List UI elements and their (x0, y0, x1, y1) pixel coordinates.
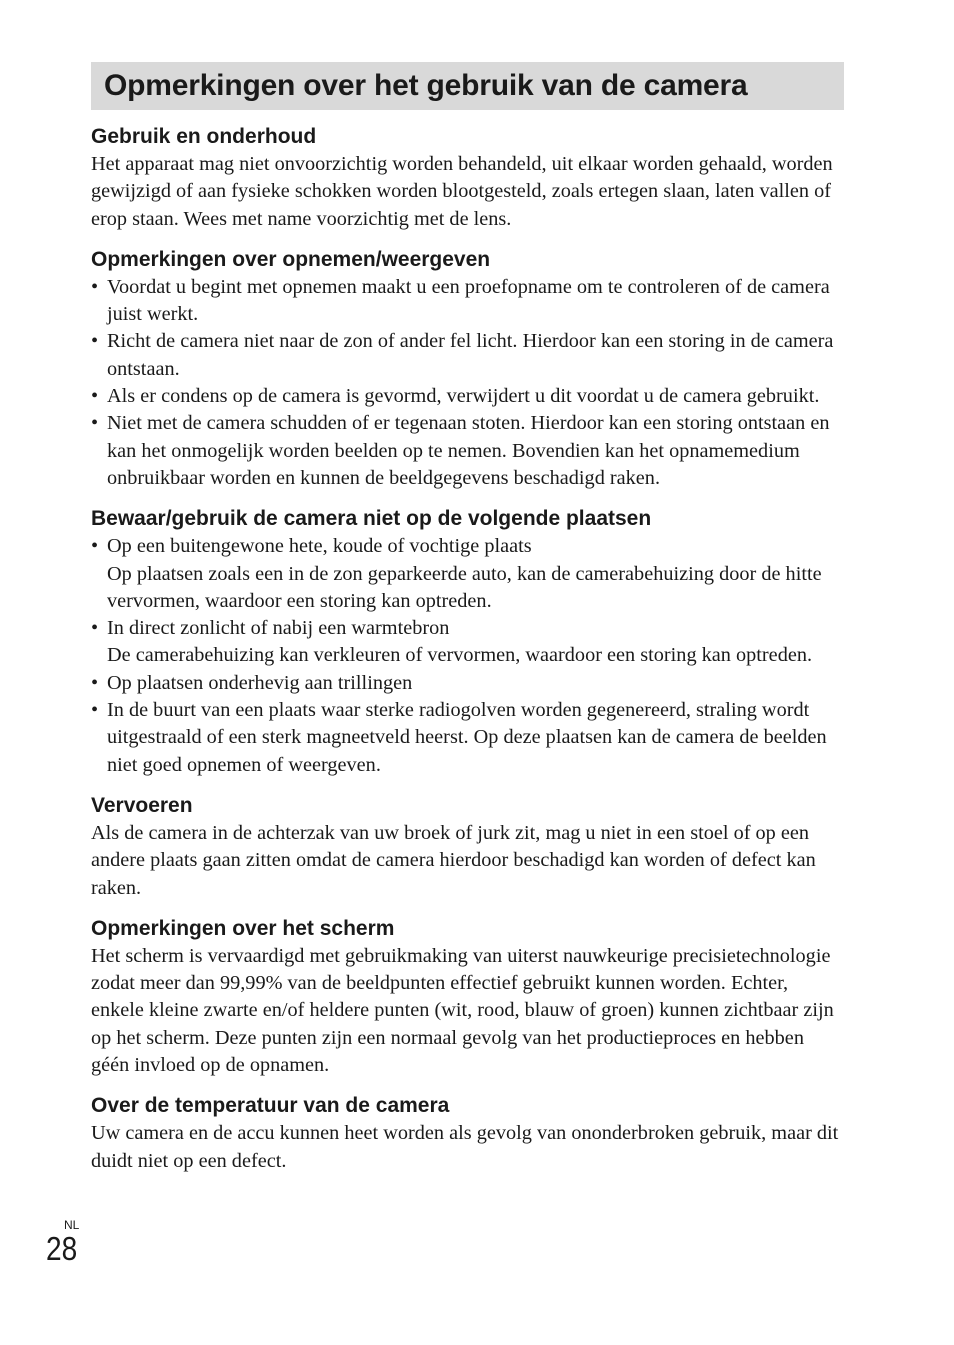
bullet-icon: • (91, 275, 99, 298)
bullet-icon: • (91, 412, 99, 435)
bullet-icon: • (91, 535, 99, 558)
section-scherm (91, 915, 844, 1079)
paragraph: Uw camera en de accu kunnen heet worden als gevolg van ononderbroken gebruik, maar dit duidt niet op een defect. (91, 1122, 839, 1172)
paragraph: Als de camera in de achterzak van uw broek of jurk zit, mag u niet in een stoel of op een andere plaats gaan zitten omdat de camera hierdoor beschadigd kan worden of defect kan raken. (91, 821, 816, 899)
section-bewaar-plaatsen (91, 505, 844, 779)
list-item (91, 533, 844, 615)
section-temperatuur (91, 1092, 844, 1175)
section-heading: Bewaar/gebruik de camera niet op de volgende plaatsen (91, 507, 652, 531)
bullet-icon: • (91, 385, 99, 408)
list-item (91, 697, 844, 779)
list-item-text: In de buurt van een plaats waar sterke radiogolven worden gegenereerd, straling wordt uitgestraald of een sterk magneetveld heerst. Op deze plaatsen kan de camera de beelden niet goed opnemen of weergeven. (107, 699, 827, 776)
bullet-icon: • (91, 617, 99, 640)
section-heading: Opmerkingen over opnemen/weergeven (91, 247, 491, 271)
page-content (91, 62, 844, 1175)
list-item-text: Richt de camera niet naar de zon of ander fel licht. Hierdoor kan een storing in de camera ontstaan. (107, 330, 834, 380)
section-heading: Gebruik en onderhoud (91, 125, 317, 148)
list-item-text: Voordat u begint met opnemen maakt u een proefopname om te controleren of de camera juist werkt. (107, 275, 830, 326)
bullet-list (91, 274, 844, 492)
bullet-icon: • (91, 330, 99, 353)
language-code: NL (64, 1218, 80, 1232)
list-item (91, 410, 844, 492)
page-footer (46, 1218, 83, 1266)
list-item (91, 383, 844, 410)
list-item-text: Als er condens op de camera is gevormd, verwijdert u dit voordat u de camera gebruikt. (107, 385, 820, 408)
list-item-text: Niet met de camera schudden of er tegenaan stoten. Hierdoor kan een storing ontstaan en kan het onmogelijk worden beelden op te nemen. Bovendien kan het opnamemedium onbruikbaar worden en kunnen de beeldgegevens beschadigd raken. (107, 412, 830, 489)
paragraph: Het scherm is vervaardigd met gebruikmaking van uiterst nauwkeurige precisietechnologie zodat meer dan 99,99% van de beeldpunten effectief gebruikt kunnen worden. Echter, enkele kleine zwarte en/of heldere punten (wit, rood, blauw of groen) kunnen zichtbaar zijn op het scherm. Deze punten zijn een normaal gevolg van het productieproces en hebben géén invloed op de opnamen. (91, 944, 834, 1077)
page-title-bar (91, 62, 844, 110)
list-item (91, 328, 844, 383)
bullet-icon: • (91, 699, 99, 722)
list-item-text: Op plaatsen onderhevig aan trillingen (107, 671, 413, 694)
list-item (91, 274, 844, 329)
list-item-detail: Op plaatsen zoals een in de zon geparkeerde auto, kan de camerabehuizing door de hitte vervormen, waardoor een storing kan optreden. (107, 562, 822, 612)
page-number: 28 (46, 1230, 78, 1267)
list-item-text: In direct zonlicht of nabij een warmtebron (107, 617, 450, 640)
section-heading: Vervoeren (91, 793, 193, 817)
list-item (91, 615, 844, 670)
section-heading: Opmerkingen over het scherm (91, 916, 395, 940)
bullet-list (91, 533, 844, 779)
list-item-detail: De camerabehuizing kan verkleuren of vervormen, waardoor een storing kan optreden. (107, 644, 813, 667)
paragraph: Het apparaat mag niet onvoorzichtig worden behandeld, uit elkaar worden gehaald, worden gewijzigd of aan fysieke schokken worden blootgesteld, zoals ertegen slaan, laten vallen of erop staan. Wees met name voorzichtig met de lens. (91, 153, 833, 230)
list-item-text: Op een buitengewone hete, koude of vochtige plaats (107, 535, 532, 558)
list-item (91, 670, 844, 697)
section-vervoeren (91, 792, 844, 902)
section-heading: Over de temperatuur van de camera (91, 1094, 450, 1118)
section-opnemen-weergeven (91, 246, 844, 492)
section-gebruik-en-onderhoud (91, 123, 844, 233)
bullet-icon: • (91, 671, 99, 694)
page-title: Opmerkingen over het gebruik van de camera (104, 69, 748, 102)
